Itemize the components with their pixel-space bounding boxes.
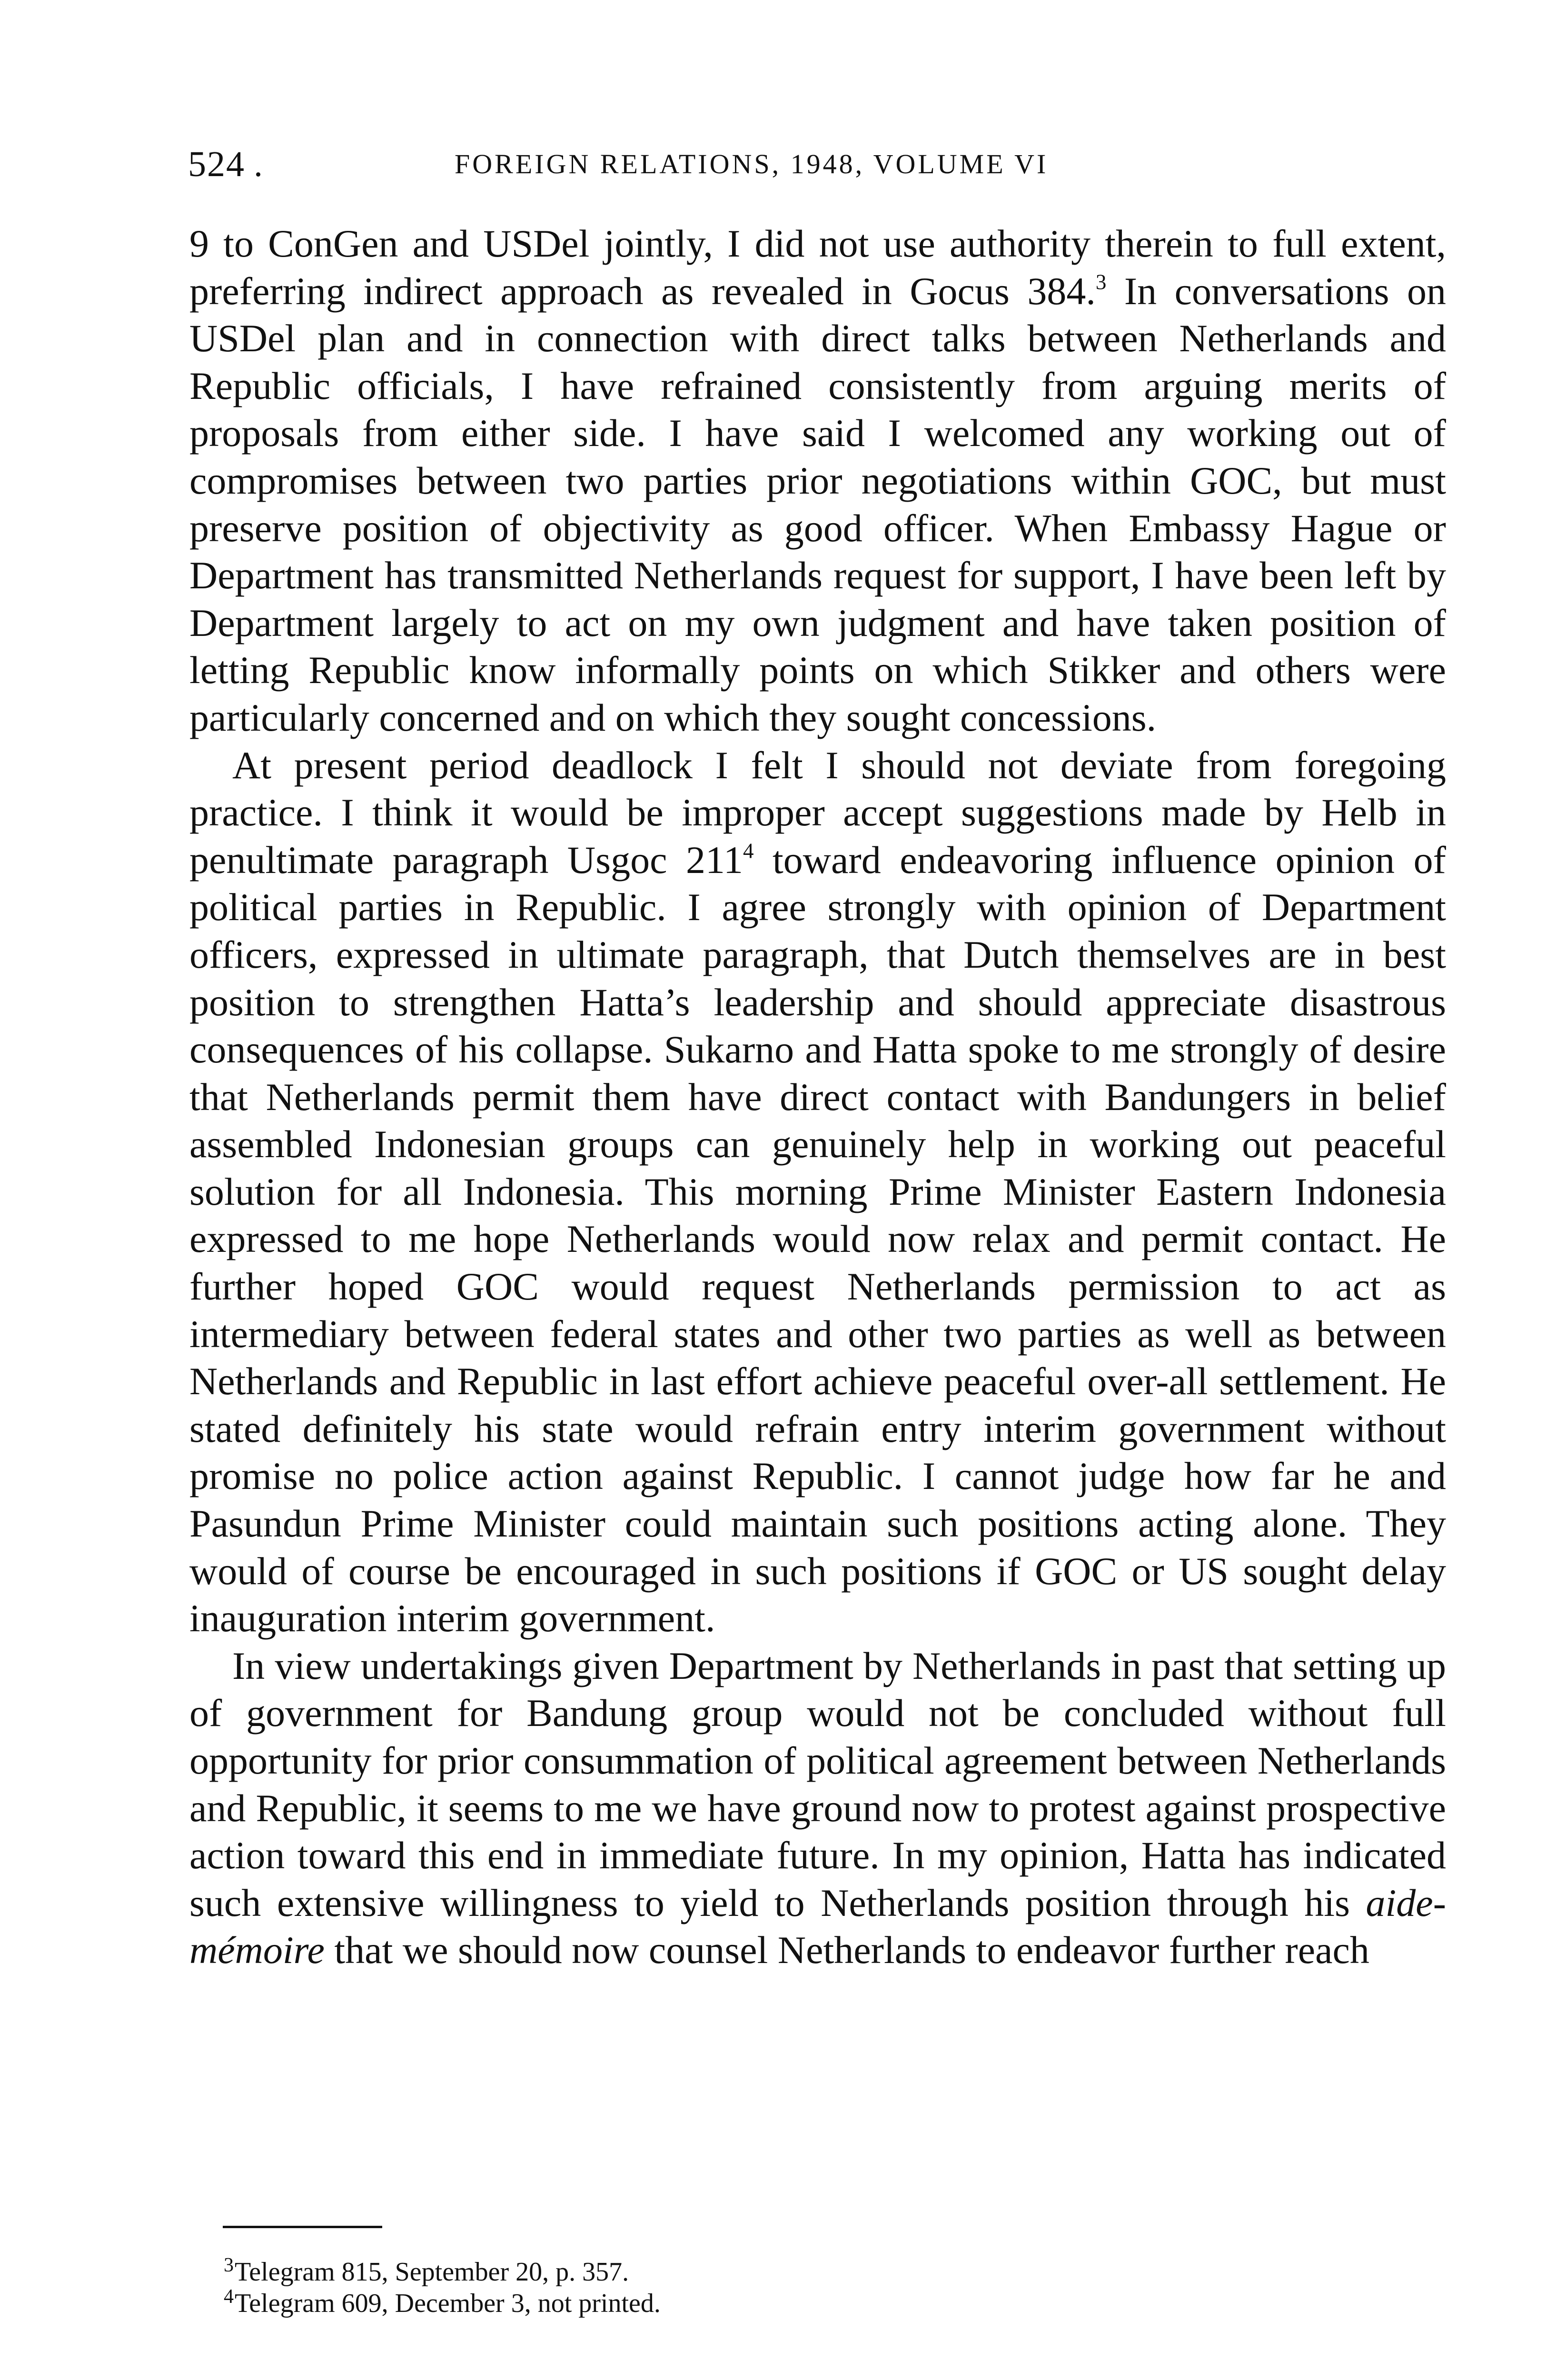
- header-dot: .: [254, 144, 263, 184]
- paragraph-2-text-b: toward endeavoring influence opinion of political parties in Republic. I agree strongly with opinion of Department officers, expressed in ultimate paragraph, that Dutch themselves are in best position to strengthen Hatta’s leadership and should appreciate disastrous consequences of his collapse. Sukarno and Hatta spoke to me strongly of desire that Netherlands permit them have direct contact with Bandungers in belief assembled Indonesian groups can genuinely help in working out peaceful solution for all Indonesia. This morning Prime Minister Eastern Indonesia expressed to me hope Netherlands would now relax and permit contact. He further hoped GOC would request Netherlands permission to act as intermediary between federal states and other two parties as well as between Netherlands and Republic in last effort achieve peaceful over-all settlement. He stated definitely his state would refrain entry interim government without promise no police action against Republic. I cannot judge how far he and Pasundun Prime Minister could maintain such positions acting alone. They would of course be encouraged in such positions if GOC or US sought delay inauguration interim government.: [189, 838, 1446, 1640]
- paragraph-3-text-b: that we should now counsel Netherlands to endeavor further reach: [324, 1928, 1369, 1972]
- paragraph-2-text-a: At present period deadlock I felt I should not deviate from foregoing practice. I think it would be improper accept suggestions made by Helb in penultimate paragraph Usgoc 211: [189, 743, 1446, 882]
- aide-memoire-italic: aide-mémoire: [189, 1881, 1446, 1972]
- footnote-ref-4: 4: [743, 839, 754, 863]
- paragraph-1-text-a: 9 to ConGen and USDel jointly, I did not use authority therein to full extent, preferring indirect approach as revealed in Gocus 384.: [189, 222, 1446, 313]
- page-number: 524: [188, 144, 245, 184]
- footnotes: [224, 2256, 1366, 2319]
- paragraph-3: [189, 1642, 1446, 1974]
- paragraph-3-text-a: In view undertakings given Department by Netherlands in past that setting up of government for Bandung group would not be concluded without full opportunity for prior consummation of political agreement between Netherlands and Republic, it seems to me we have ground now to protest against prospective action toward this end in immediate future. In my opinion, Hatta has indicated such extensive willingness to yield to Netherlands position through his: [189, 1644, 1446, 1924]
- footnote-text: Telegram 609, December 3, not printed.: [235, 2289, 661, 2318]
- running-title: FOREIGN RELATIONS, 1948, VOLUME VI: [455, 149, 1049, 179]
- footnote-ref-3: 3: [1095, 270, 1107, 294]
- body-text: [189, 220, 1446, 1974]
- footnote-3: [224, 2256, 1366, 2288]
- footnote-mark: 3: [224, 2254, 234, 2277]
- footnote-divider: [223, 2226, 382, 2228]
- paragraph-1-text-b: In conversations on USDel plan and in connection with direct talks between Netherlands and Republic officials, I have refrained consistently from arguing merits of proposals from either side. I have said I welcomed any working out of compromises between two parties prior negotiations within GOC, but must preserve position of objectivity as good officer. When Embassy Hague or Department has transmitted Netherlands request for support, I have been left by Department largely to act on my own judgment and have taken position of letting Republic know informally points on which Stikker and others were particularly concerned and on which they sought concessions.: [189, 269, 1446, 739]
- footnote-4: [224, 2288, 1366, 2319]
- paragraph-1: [189, 220, 1446, 742]
- footnote-text: Telegram 815, September 20, p. 357.: [235, 2257, 629, 2287]
- footnote-mark: 4: [224, 2286, 234, 2308]
- paragraph-2: [189, 742, 1446, 1642]
- running-head: [188, 138, 1235, 190]
